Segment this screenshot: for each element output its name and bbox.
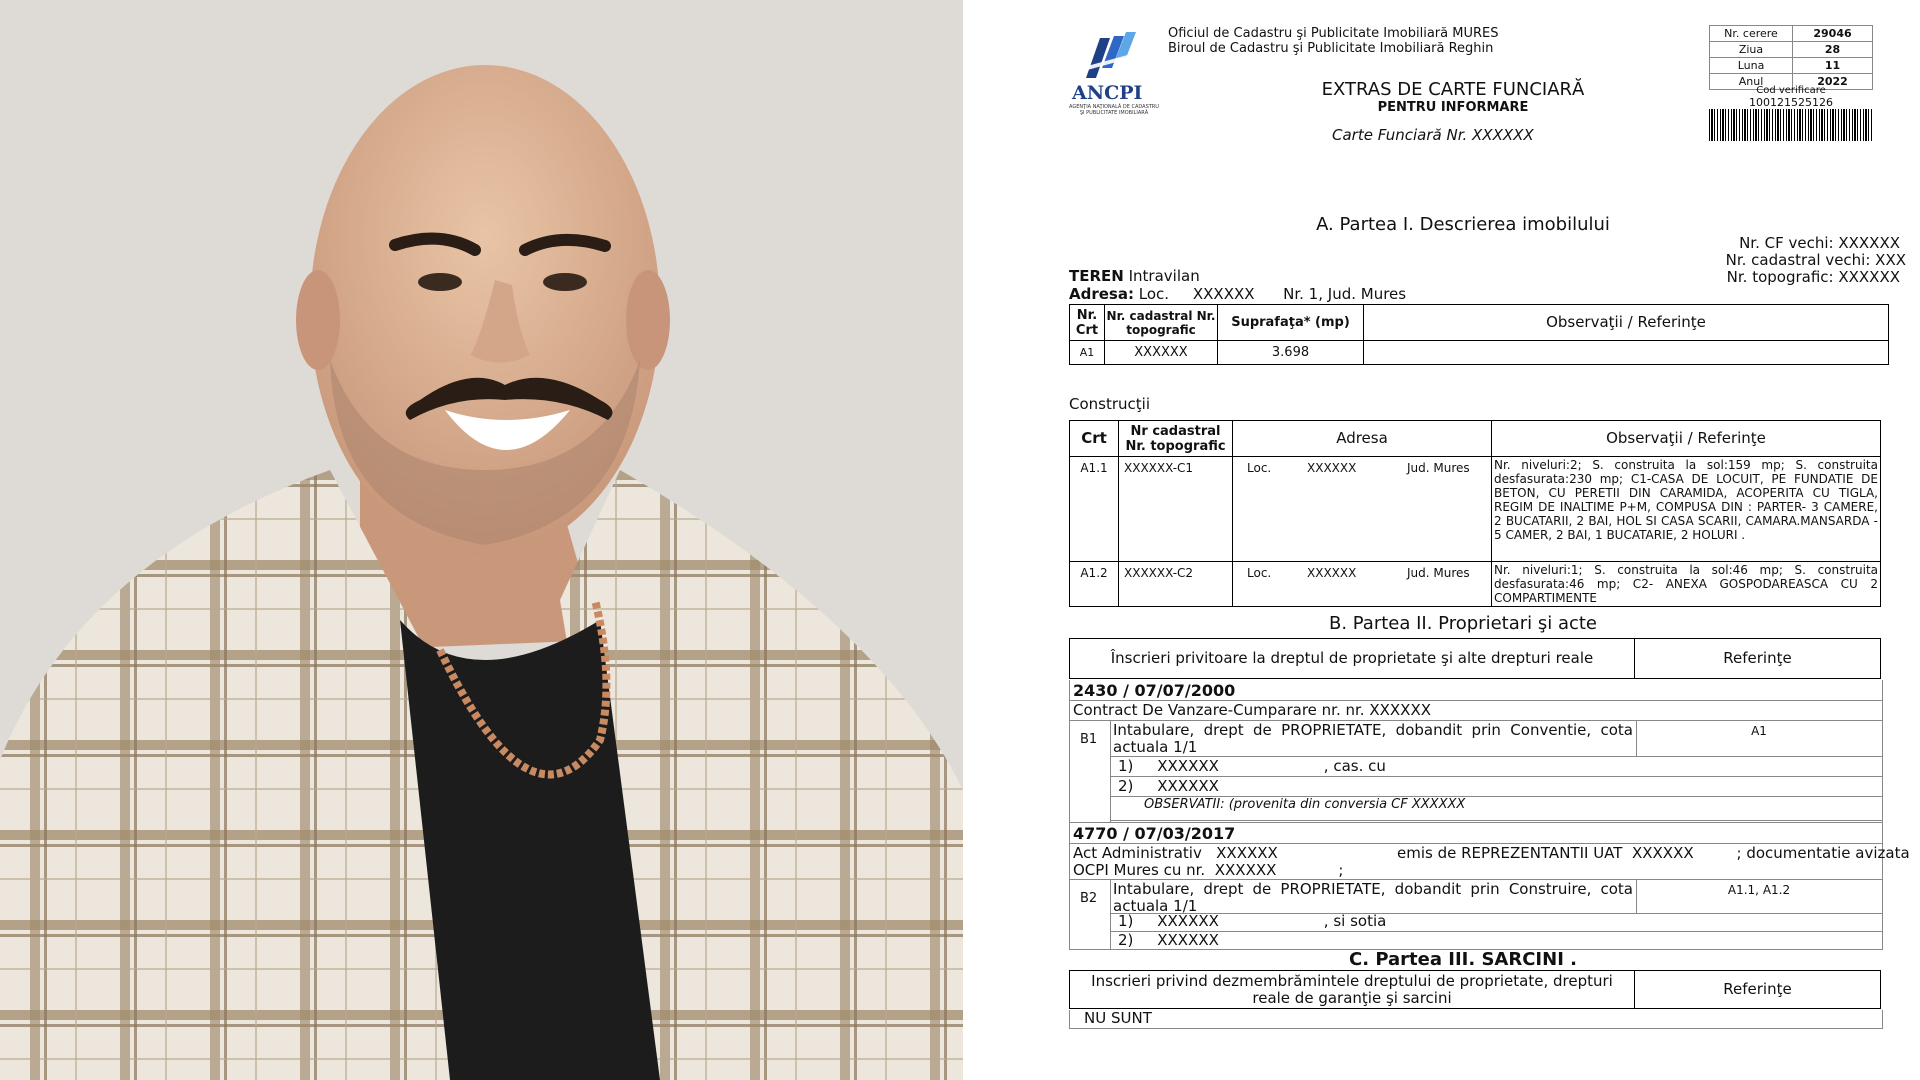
verify-code: 100121525126 — [1749, 96, 1833, 109]
document-title: EXTRAS DE CARTE FUNCIARĂ — [1321, 79, 1585, 100]
constr-header-cadastral: Nr cadastral Nr. topografic — [1119, 421, 1233, 457]
address-line — [1069, 286, 1406, 303]
owners-header-table — [1069, 638, 1881, 679]
entry-b2-owner-1: 1) XXXXXX , si sotia — [1118, 912, 1387, 930]
entry-b2-id: B2 — [1080, 891, 1098, 906]
owners-header-references: Referinţe — [1635, 639, 1881, 679]
constr-loc: Loc. — [1247, 461, 1272, 475]
constr-header-observations: Observaţii / Referinţe — [1492, 421, 1881, 457]
entry-b2-ref: A1.1, A1.2 — [1727, 883, 1791, 897]
request-label: Nr. cerere — [1710, 26, 1793, 42]
request-label: Ziua — [1710, 42, 1793, 58]
constr-cell-observations: Nr. niveluri:2; S. construita la sol:159 mp; S. construita desfasurata:230 mp; C1-CASA DE LOCUIT, PE FUNDATIE DE BETON, CU PERETII DIN CARAMIDA, ACOPERITA CU TIGLA, REGIM DE INALTIME P+M, COMPUSA DIN : PARTER- 3 CAMERE, 2 BUCATARII, 2 BAI, HOL SI CASA SCARII, CAMARA.MANSARDA - 5 CAMER, 2 BAI, 1 BUCATARIE, 2 HOLURI . — [1492, 457, 1881, 562]
address-label: Adresa: — [1069, 285, 1134, 303]
ancpi-logo-icon — [1076, 28, 1146, 86]
old-cf-number: Nr. CF vechi: XXXXXX — [1739, 234, 1900, 252]
constructions-label: Construcţii — [1069, 395, 1150, 413]
constr-locname: XXXXXX — [1307, 461, 1357, 475]
entry-b1-ref: A1 — [1751, 724, 1767, 738]
encumbrances-header-references: Referinţe — [1635, 971, 1881, 1009]
land-header-area: Suprafaţa* (mp) — [1218, 305, 1364, 341]
entry-b1-id: B1 — [1080, 732, 1098, 747]
part-b-heading: B. Partea II. Proprietari şi acte — [1328, 613, 1598, 634]
land-cell-observations — [1364, 341, 1889, 365]
constr-jud: Jud. Mures — [1407, 461, 1470, 475]
entry-b2-owner-2: 2) XXXXXX — [1118, 931, 1219, 949]
land-header-cadastral: Nr. cadastral Nr. topografic — [1105, 305, 1218, 341]
encumbrances-row — [1069, 1010, 1883, 1029]
constr-cell-crt: A1.1 — [1070, 457, 1119, 562]
verify-label: Cod verificare — [1756, 85, 1826, 96]
entry-b1-observations: OBSERVATII: (provenita din conversia CF XXXXXX — [1144, 797, 1466, 812]
constr-cell-nr: XXXXXX-C2 — [1119, 562, 1233, 607]
entry-b2-act-line-2: OCPI Mures cu nr. XXXXXX ; — [1073, 861, 1344, 879]
land-header-observations: Observaţii / Referinţe — [1364, 305, 1889, 341]
request-value: 28 — [1793, 42, 1873, 58]
teren-line — [1069, 268, 1200, 285]
divider — [1110, 931, 1882, 932]
land-table — [1069, 304, 1889, 365]
constructions-table — [1069, 420, 1881, 607]
old-cadastral-number: Nr. cadastral vechi: XXX — [1725, 251, 1906, 269]
entry-b2-text: Intabulare, drept de PROPRIETATE, dobandit prin Construire, cota actuala 1/1 — [1113, 880, 1633, 915]
part-a-heading: A. Partea I. Descrierea imobilului — [1316, 214, 1610, 235]
constr-jud: Jud. Mures — [1407, 566, 1470, 580]
encumbrances-table — [1069, 970, 1881, 1009]
constr-loc: Loc. — [1247, 566, 1272, 580]
entry-b2-act-line-1: Act Administrativ XXXXXX emis de REPREZENTANTII UAT XXXXXX ; documentatie avizata — [1073, 844, 1910, 862]
land-cell-crt: A1 — [1070, 341, 1105, 365]
logo-text: ANCPI — [1072, 82, 1143, 104]
constr-cell-address — [1233, 457, 1492, 562]
request-info-table — [1709, 25, 1873, 90]
owners-header-entries: Înscrieri privitoare la dreptul de proprietate şi alte drepturi reale — [1070, 639, 1635, 679]
request-value: 11 — [1793, 58, 1873, 74]
topographic-number: Nr. topografic: XXXXXX — [1726, 268, 1900, 286]
constr-header-address: Adresa — [1233, 421, 1492, 457]
land-header-crt: Nr. Crt — [1070, 305, 1105, 341]
teren-label: TEREN — [1069, 267, 1124, 285]
office-line-2: Biroul de Cadastru şi Publicitate Imobiliară Reghin — [1168, 41, 1494, 56]
encumbrances-value: NU SUNT — [1084, 1009, 1152, 1027]
land-registry-extract — [963, 0, 1920, 1080]
divider — [1110, 820, 1882, 821]
divider — [1110, 776, 1882, 777]
entry-b1-owner-2: 2) XXXXXX — [1118, 777, 1219, 795]
cf-number: Carte Funciară Nr. XXXXXX — [1332, 126, 1534, 144]
request-value: 29046 — [1793, 26, 1873, 42]
constr-cell-crt: A1.2 — [1070, 562, 1119, 607]
constr-locname: XXXXXX — [1307, 566, 1357, 580]
entry-b1-date: 2430 / 07/07/2000 — [1073, 681, 1236, 700]
entry-b2-date: 4770 / 07/03/2017 — [1073, 824, 1236, 843]
divider — [1110, 879, 1111, 949]
constr-header-crt: Crt — [1070, 421, 1119, 457]
request-label: Anul — [1710, 74, 1793, 90]
entry-b1-text: Intabulare, drept de PROPRIETATE, dobandit prin Conventie, cota actuala 1/1 — [1113, 721, 1633, 756]
ancpi-logo — [1068, 22, 1163, 127]
request-label: Luna — [1710, 58, 1793, 74]
address-value: Loc. XXXXXX Nr. 1, Jud. Mures — [1138, 285, 1407, 303]
land-cell-area: 3.698 — [1218, 341, 1364, 365]
encumbrances-header-entries: Inscrieri privind dezmembrămintele dreptului de proprietate, drepturi reale de garanţie şi sarcini — [1070, 971, 1635, 1009]
constr-cell-observations: Nr. niveluri:1; S. construita la sol:46 mp; S. construita desfasurata:46 mp; C2- ANEXA GOSPODAREASCA CU 2 COMPARTIMENTE — [1492, 562, 1881, 607]
request-value: 2022 — [1793, 74, 1873, 90]
entry-b1-owner-1: 1) XXXXXX , cas. cu — [1118, 757, 1386, 775]
teren-value: Intravilan — [1128, 267, 1200, 285]
office-line-1: Oficiul de Cadastru şi Publicitate Imobiliară MURES — [1168, 26, 1499, 41]
barcode — [1709, 109, 1873, 141]
entry-b2 — [1069, 822, 1910, 950]
constr-cell-nr: XXXXXX-C1 — [1119, 457, 1233, 562]
logo-subtext: AGENŢIA NAŢIONALĂ DE CADASTRU ŞI PUBLICITATE IMOBILIARĂ — [1069, 104, 1159, 116]
constr-cell-address — [1233, 562, 1492, 607]
land-cell-cadastral: XXXXXX — [1105, 341, 1218, 365]
document-subtitle: PENTRU INFORMARE — [1377, 100, 1529, 115]
part-c-heading: C. Partea III. SARCINI . — [1349, 949, 1577, 970]
entry-b1-act: Contract De Vanzare-Cumparare nr. nr. XXXXXX — [1073, 701, 1432, 719]
